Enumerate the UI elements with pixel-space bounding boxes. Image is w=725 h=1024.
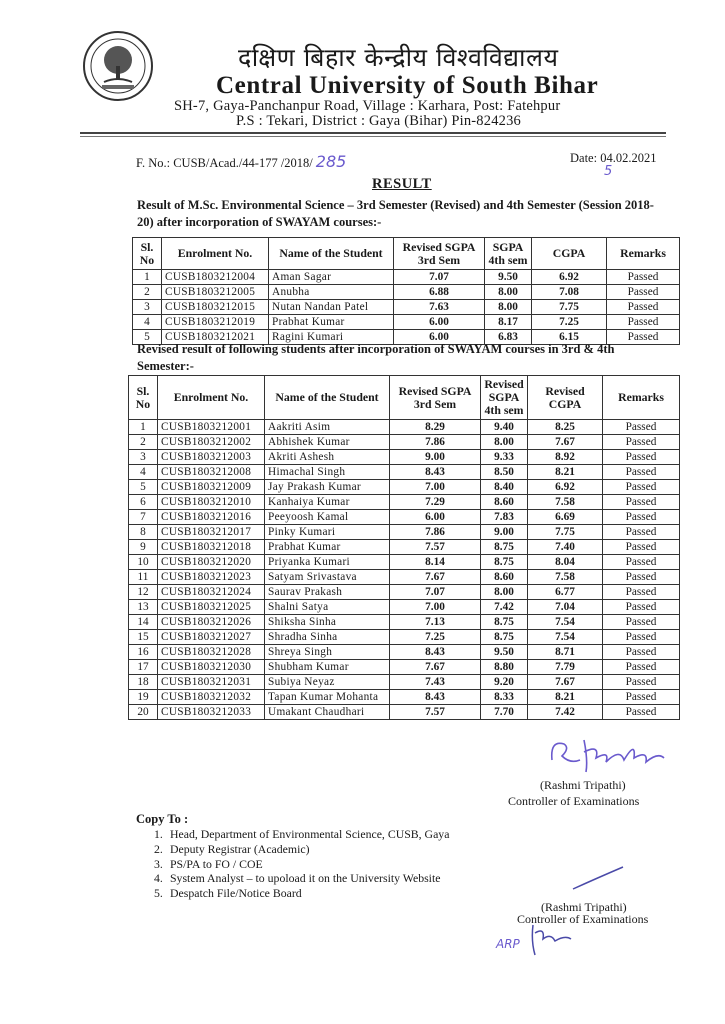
cell-sl: 9 [129,540,158,555]
cell-cgpa: 6.69 [528,510,603,525]
cell-remarks: Passed [603,450,680,465]
cell-cgpa: 7.75 [528,525,603,540]
cell-sl: 18 [129,675,158,690]
date-handwritten-mark: 5 [604,164,613,179]
list-item-number: 2. [154,841,163,856]
file-number [136,152,346,171]
cell-enrolment: CUSB1803212015 [162,300,269,315]
cell-sl: 8 [129,525,158,540]
col-name: Name of the Student [269,238,394,270]
cell-name: Prabhat Kumar [265,540,390,555]
signatory-name: (Rashmi Tripathi) [540,778,626,792]
result-table-2 [128,375,680,720]
cell-cgpa: 7.58 [528,495,603,510]
cell-sl: 1 [133,270,162,285]
result-title: RESULT [372,176,432,192]
cell-enrolment: CUSB1803212026 [158,615,265,630]
cell-sgpa3: 7.67 [390,660,481,675]
cell-sl: 2 [133,285,162,300]
table-row [129,495,680,510]
cell-enrolment: CUSB1803212027 [158,630,265,645]
cell-enrolment: CUSB1803212016 [158,510,265,525]
col-enrolment: Enrolment No. [158,376,265,420]
cell-remarks: Passed [607,285,680,300]
cell-sl: 13 [129,600,158,615]
cell-sl: 4 [133,315,162,330]
cell-remarks: Passed [603,600,680,615]
cell-enrolment: CUSB1803212021 [162,330,269,345]
cell-sl: 2 [129,435,158,450]
cell-remarks: Passed [603,570,680,585]
cell-name: Peeyoosh Kamal [265,510,390,525]
cell-name: Nutan Nandan Patel [269,300,394,315]
header-divider-thin [80,136,666,137]
cell-sgpa4: 8.17 [485,315,532,330]
cell-sl: 12 [129,585,158,600]
cell-cgpa: 8.71 [528,645,603,660]
cell-remarks: Passed [603,645,680,660]
cell-enrolment: CUSB1803212005 [162,285,269,300]
cell-enrolment: CUSB1803212009 [158,480,265,495]
cell-remarks: Passed [603,495,680,510]
list-item-number: 5. [154,886,163,901]
cell-sgpa3: 7.57 [390,705,481,720]
table-row [133,300,680,315]
cell-sgpa3: 7.13 [390,615,481,630]
cell-sgpa3: 7.86 [390,525,481,540]
cell-sl: 6 [129,495,158,510]
cell-sgpa3: 6.00 [394,330,485,345]
col-remarks: Remarks [607,238,680,270]
cell-sl: 7 [129,510,158,525]
file-number-text: F. No.: CUSB/Acad./44-177 /2018/ [136,156,313,170]
cell-remarks: Passed [603,615,680,630]
cell-name: Umakant Chaudhari [265,705,390,720]
university-logo [82,30,154,102]
address-line-1: SH-7, Gaya-Panchanpur Road, Village : Karhara, Post: Fatehpur [174,98,561,114]
file-number-handwritten: 285 [315,152,347,171]
cell-enrolment: CUSB1803212023 [158,570,265,585]
cell-cgpa: 8.04 [528,555,603,570]
cell-sgpa4: 8.00 [485,300,532,315]
table-row [129,660,680,675]
cell-sgpa4: 8.50 [481,465,528,480]
cell-sgpa4: 6.83 [485,330,532,345]
col-cgpa: Revised CGPA [528,376,603,420]
cell-sgpa4: 9.40 [481,420,528,435]
cell-remarks: Passed [603,555,680,570]
cell-sgpa3: 7.29 [390,495,481,510]
table-row [129,540,680,555]
col-remarks: Remarks [603,376,680,420]
cell-enrolment: CUSB1803212002 [158,435,265,450]
cell-name: Shradha Sinha [265,630,390,645]
cell-remarks: Passed [603,480,680,495]
list-item [154,886,449,901]
cell-enrolment: CUSB1803212033 [158,705,265,720]
table-row [133,315,680,330]
list-item-text: Head, Department of Environmental Science, CUSB, Gaya [170,827,450,841]
table-row [129,450,680,465]
cell-name: Aakriti Asim [265,420,390,435]
cell-sl: 16 [129,645,158,660]
cell-name: Aman Sagar [269,270,394,285]
table-row [129,420,680,435]
cell-sgpa4: 9.00 [481,525,528,540]
cell-enrolment: CUSB1803212031 [158,675,265,690]
list-item-number: 1. [154,827,163,841]
cell-sgpa3: 6.88 [394,285,485,300]
list-item-number: 3. [154,856,163,871]
table-row [133,270,680,285]
list-item [154,857,449,872]
cell-remarks: Passed [603,660,680,675]
cell-name: Shreya Singh [265,645,390,660]
cell-sgpa3: 7.86 [390,435,481,450]
cell-sgpa4: 8.75 [481,555,528,570]
cell-remarks: Passed [607,270,680,285]
cell-sgpa4: 9.50 [485,270,532,285]
col-sl: Sl. No [129,376,158,420]
col-sl: Sl. No [133,238,162,270]
list-item-text: PS/PA to FO / COE [170,856,263,871]
address-line-2: P.S : Tekari, District : Gaya (Bihar) Pin-824236 [236,113,521,129]
table-row [129,510,680,525]
cell-cgpa: 8.21 [528,465,603,480]
list-item [154,842,449,857]
cell-sgpa4: 7.70 [481,705,528,720]
list-item-text: System Analyst – to upoload it on the University Website [170,871,441,886]
cell-name: Himachal Singh [265,465,390,480]
copy-to-list [154,827,449,901]
cell-sgpa4: 9.20 [481,675,528,690]
cell-name: Kanhaiya Kumar [265,495,390,510]
signatory-title: Controller of Examinations [508,794,640,808]
cell-sgpa4: 8.40 [481,480,528,495]
cell-cgpa: 7.79 [528,660,603,675]
cell-sgpa4: 9.33 [481,450,528,465]
cell-sgpa4: 8.75 [481,540,528,555]
cell-enrolment: CUSB1803212001 [158,420,265,435]
cell-sgpa4: 8.00 [481,585,528,600]
cell-sgpa4: 8.00 [485,285,532,300]
table-row [129,465,680,480]
cell-name: Jay Prakash Kumar [265,480,390,495]
university-name-hindi: दक्षिण बिहार केन्द्रीय विश्वविद्यालय [238,43,559,72]
header-divider [80,132,666,134]
cell-sl: 1 [129,420,158,435]
table-row [129,645,680,660]
cell-enrolment: CUSB1803212019 [162,315,269,330]
cell-remarks: Passed [603,465,680,480]
cell-cgpa: 8.25 [528,420,603,435]
table-row [129,570,680,585]
cell-sgpa3: 7.67 [390,570,481,585]
cell-sgpa3: 7.63 [394,300,485,315]
cell-cgpa: 7.67 [528,675,603,690]
cell-sl: 17 [129,660,158,675]
cell-name: Shubham Kumar [265,660,390,675]
cell-cgpa: 6.92 [532,270,607,285]
table-row [129,705,680,720]
col-enrolment: Enrolment No. [162,238,269,270]
list-item [154,871,449,886]
cell-sl: 3 [133,300,162,315]
cell-enrolment: CUSB1803212030 [158,660,265,675]
cell-sl: 5 [129,480,158,495]
cell-enrolment: CUSB1803212028 [158,645,265,660]
cell-sgpa3: 8.43 [390,690,481,705]
cell-enrolment: CUSB1803212010 [158,495,265,510]
list-item [154,827,449,842]
document-date: Date: 04.02.2021 [570,151,657,165]
list-item-text: Deputy Registrar (Academic) [170,841,310,856]
cell-enrolment: CUSB1803212003 [158,450,265,465]
cell-sgpa3: 8.43 [390,465,481,480]
table-row [129,555,680,570]
cell-cgpa: 8.21 [528,690,603,705]
cell-cgpa: 7.54 [528,615,603,630]
table-row [129,435,680,450]
cell-sgpa3: 6.00 [394,315,485,330]
cell-sl: 5 [133,330,162,345]
cell-name: Anubha [269,285,394,300]
handwritten-initials: ARP [496,937,520,951]
cell-remarks: Passed [603,435,680,450]
table-row [129,690,680,705]
cell-remarks: Passed [607,300,680,315]
cell-sl: 19 [129,690,158,705]
cell-sgpa4: 8.33 [481,690,528,705]
table-row [129,480,680,495]
table-row [129,525,680,540]
cell-sl: 15 [129,630,158,645]
cell-remarks: Passed [603,705,680,720]
cell-name: Pinky Kumari [265,525,390,540]
cell-sgpa4: 8.60 [481,495,528,510]
col-sgpa4: Revised SGPA 4th sem [481,376,528,420]
cell-name: Priyanka Kumari [265,555,390,570]
signatory-name-2: (Rashmi Tripathi) [541,900,627,914]
cell-cgpa: 6.15 [532,330,607,345]
intro-text-2: Revised result of following students after incorporation of SWAYAM courses in 3rd & 4th Semester:- [137,342,615,373]
cell-name: Tapan Kumar Mohanta [265,690,390,705]
cell-remarks: Passed [603,510,680,525]
table-row [129,600,680,615]
cell-sgpa4: 7.83 [481,510,528,525]
cell-cgpa: 7.67 [528,435,603,450]
cell-remarks: Passed [603,690,680,705]
cell-remarks: Passed [603,675,680,690]
cell-sl: 3 [129,450,158,465]
cell-remarks: Passed [607,330,680,345]
signature-scribble [540,730,680,780]
cell-sgpa4: 8.75 [481,630,528,645]
cell-name: Abhishek Kumar [265,435,390,450]
list-item-number: 4. [154,871,163,886]
cell-sgpa3: 6.00 [390,510,481,525]
cell-name: Ragini Kumari [269,330,394,345]
cell-enrolment: CUSB1803212008 [158,465,265,480]
cell-remarks: Passed [607,315,680,330]
cell-cgpa: 7.40 [528,540,603,555]
cell-name: Shiksha Sinha [265,615,390,630]
cell-sgpa4: 8.00 [481,435,528,450]
cell-enrolment: CUSB1803212024 [158,585,265,600]
cell-sgpa4: 8.80 [481,660,528,675]
table-row [129,615,680,630]
cell-sgpa3: 8.29 [390,420,481,435]
cell-sgpa3: 7.25 [390,630,481,645]
cell-enrolment: CUSB1803212017 [158,525,265,540]
cell-name: Prabhat Kumar [269,315,394,330]
cell-sl: 10 [129,555,158,570]
cell-cgpa: 6.77 [528,585,603,600]
cell-sgpa3: 7.07 [390,585,481,600]
cell-sgpa3: 7.57 [390,540,481,555]
cell-name: Akriti Ashesh [265,450,390,465]
cell-sgpa3: 7.43 [390,675,481,690]
table-row [129,630,680,645]
table-row [129,585,680,600]
result-table-1 [132,237,680,345]
cell-remarks: Passed [603,585,680,600]
cell-sl: 14 [129,615,158,630]
cell-remarks: Passed [603,630,680,645]
cell-name: Saurav Prakash [265,585,390,600]
cell-remarks: Passed [603,540,680,555]
cell-sgpa3: 9.00 [390,450,481,465]
cell-sgpa3: 8.14 [390,555,481,570]
cell-remarks: Passed [603,525,680,540]
cell-sgpa4: 9.50 [481,645,528,660]
list-item-text: Despatch File/Notice Board [170,886,302,901]
cell-enrolment: CUSB1803212020 [158,555,265,570]
signatory-title-2: Controller of Examinations [517,912,649,926]
cell-sgpa3: 7.07 [394,270,485,285]
cell-cgpa: 7.04 [528,600,603,615]
cell-name: Subiya Neyaz [265,675,390,690]
cell-enrolment: CUSB1803212032 [158,690,265,705]
copy-to-heading: Copy To : [136,812,189,826]
cell-name: Satyam Srivastava [265,570,390,585]
cell-sgpa4: 8.75 [481,615,528,630]
intro-text-1: Result of M.Sc. Environmental Science – 3rd Semester (Revised) and 4th Semester (Session 2018-20) after incorporation of SWAYAM courses:- [137,198,654,229]
cell-sgpa4: 8.60 [481,570,528,585]
col-sgpa3: Revised SGPA 3rd Sem [394,238,485,270]
cell-cgpa: 6.92 [528,480,603,495]
cell-name: Shalni Satya [265,600,390,615]
cell-remarks: Passed [603,420,680,435]
cell-enrolment: CUSB1803212004 [162,270,269,285]
col-cgpa: CGPA [532,238,607,270]
cell-cgpa: 7.42 [528,705,603,720]
university-name: Central University of South Bihar [216,72,599,99]
cell-sl: 4 [129,465,158,480]
cell-cgpa: 7.54 [528,630,603,645]
col-sgpa4: SGPA 4th sem [485,238,532,270]
col-name: Name of the Student [265,376,390,420]
cell-sgpa4: 7.42 [481,600,528,615]
cell-sgpa3: 8.43 [390,645,481,660]
table-row [133,285,680,300]
cell-cgpa: 7.58 [528,570,603,585]
cell-enrolment: CUSB1803212025 [158,600,265,615]
table-row [129,675,680,690]
col-sgpa3: Revised SGPA 3rd Sem [390,376,481,420]
cell-enrolment: CUSB1803212018 [158,540,265,555]
cell-cgpa: 8.92 [528,450,603,465]
cell-sgpa3: 7.00 [390,480,481,495]
cell-sgpa3: 7.00 [390,600,481,615]
cell-sl: 20 [129,705,158,720]
cell-cgpa: 7.08 [532,285,607,300]
cell-sl: 11 [129,570,158,585]
cell-cgpa: 7.75 [532,300,607,315]
cell-cgpa: 7.25 [532,315,607,330]
